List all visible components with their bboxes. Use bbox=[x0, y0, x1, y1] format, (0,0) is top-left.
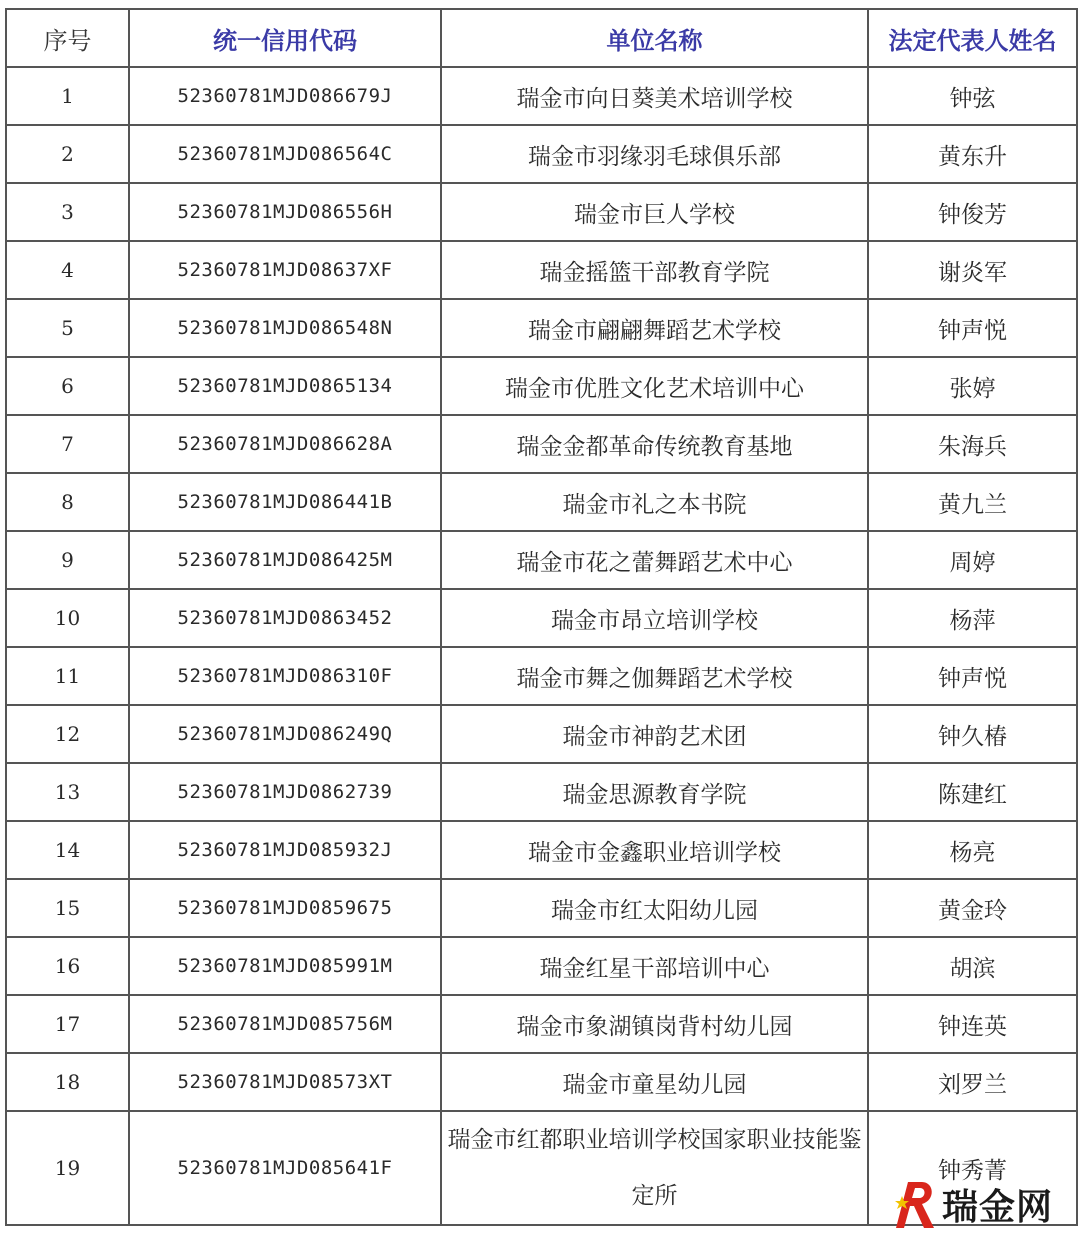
row-code: 52360781MJD086564C bbox=[129, 125, 441, 183]
table-row bbox=[6, 531, 1077, 589]
row-name: 瑞金市金鑫职业培训学校 bbox=[441, 821, 868, 879]
row-seq: 1 bbox=[6, 67, 129, 125]
row-seq: 13 bbox=[6, 763, 129, 821]
row-name: 瑞金金都革命传统教育基地 bbox=[441, 415, 868, 473]
row-name: 瑞金市优胜文化艺术培训中心 bbox=[441, 357, 868, 415]
row-seq: 5 bbox=[6, 299, 129, 357]
row-seq: 2 bbox=[6, 125, 129, 183]
row-seq: 7 bbox=[6, 415, 129, 473]
table-row bbox=[6, 183, 1077, 241]
row-name: 瑞金红星干部培训中心 bbox=[441, 937, 868, 995]
row-code: 52360781MJD086249Q bbox=[129, 705, 441, 763]
row-rep: 杨亮 bbox=[868, 821, 1077, 879]
organization-table bbox=[5, 8, 1078, 1226]
row-name: 瑞金市神韵艺术团 bbox=[441, 705, 868, 763]
row-name: 瑞金思源教育学院 bbox=[441, 763, 868, 821]
row-rep: 黄东升 bbox=[868, 125, 1077, 183]
row-name: 瑞金市红都职业培训学校国家职业技能鉴定所 bbox=[441, 1111, 868, 1225]
table-row bbox=[6, 1053, 1077, 1111]
table-row bbox=[6, 125, 1077, 183]
row-rep: 钟连英 bbox=[868, 995, 1077, 1053]
row-rep: 黄金玲 bbox=[868, 879, 1077, 937]
row-seq: 12 bbox=[6, 705, 129, 763]
row-rep: 张婷 bbox=[868, 357, 1077, 415]
row-rep: 周婷 bbox=[868, 531, 1077, 589]
watermark-text: 瑞金网 bbox=[942, 1186, 1054, 1228]
row-name: 瑞金市巨人学校 bbox=[441, 183, 868, 241]
row-seq: 17 bbox=[6, 995, 129, 1053]
row-code: 52360781MJD085932J bbox=[129, 821, 441, 879]
row-code: 52360781MJD085991M bbox=[129, 937, 441, 995]
row-rep: 钟声悦 bbox=[868, 647, 1077, 705]
row-code: 52360781MJD086548N bbox=[129, 299, 441, 357]
header-name: 单位名称 bbox=[441, 9, 868, 67]
row-code: 52360781MJD0862739 bbox=[129, 763, 441, 821]
table-body bbox=[6, 67, 1077, 1225]
row-name: 瑞金市礼之本书院 bbox=[441, 473, 868, 531]
row-seq: 14 bbox=[6, 821, 129, 879]
row-code: 52360781MJD086628A bbox=[129, 415, 441, 473]
row-code: 52360781MJD0859675 bbox=[129, 879, 441, 937]
row-name: 瑞金市向日葵美术培训学校 bbox=[441, 67, 868, 125]
row-rep: 钟俊芳 bbox=[868, 183, 1077, 241]
row-name: 瑞金市舞之伽舞蹈艺术学校 bbox=[441, 647, 868, 705]
row-name: 瑞金市童星幼儿园 bbox=[441, 1053, 868, 1111]
row-seq: 6 bbox=[6, 357, 129, 415]
table-row bbox=[6, 763, 1077, 821]
row-seq: 11 bbox=[6, 647, 129, 705]
table-row bbox=[6, 473, 1077, 531]
watermark bbox=[888, 1176, 1068, 1232]
row-seq: 19 bbox=[6, 1111, 129, 1225]
header-code: 统一信用代码 bbox=[129, 9, 441, 67]
row-code: 52360781MJD086441B bbox=[129, 473, 441, 531]
row-rep: 刘罗兰 bbox=[868, 1053, 1077, 1111]
row-rep: 钟秀菁 bbox=[868, 1111, 1077, 1225]
row-code: 52360781MJD085756M bbox=[129, 995, 441, 1053]
row-name: 瑞金市昂立培训学校 bbox=[441, 589, 868, 647]
row-code: 52360781MJD086310F bbox=[129, 647, 441, 705]
header-rep: 法定代表人姓名 bbox=[868, 9, 1077, 67]
header-row bbox=[6, 9, 1077, 67]
table-header bbox=[6, 9, 1077, 67]
row-seq: 8 bbox=[6, 473, 129, 531]
row-code: 52360781MJD08573XT bbox=[129, 1053, 441, 1111]
row-name: 瑞金市花之蕾舞蹈艺术中心 bbox=[441, 531, 868, 589]
row-seq: 4 bbox=[6, 241, 129, 299]
row-rep: 谢炎军 bbox=[868, 241, 1077, 299]
row-seq: 18 bbox=[6, 1053, 129, 1111]
ruijin-logo-icon bbox=[888, 1176, 940, 1232]
row-name: 瑞金市红太阳幼儿园 bbox=[441, 879, 868, 937]
row-rep: 杨萍 bbox=[868, 589, 1077, 647]
table-row bbox=[6, 415, 1077, 473]
row-code: 52360781MJD086679J bbox=[129, 67, 441, 125]
row-code: 52360781MJD086425M bbox=[129, 531, 441, 589]
row-rep: 钟声悦 bbox=[868, 299, 1077, 357]
row-code: 52360781MJD086556H bbox=[129, 183, 441, 241]
table-row bbox=[6, 879, 1077, 937]
row-seq: 16 bbox=[6, 937, 129, 995]
table-row bbox=[6, 241, 1077, 299]
table-row bbox=[6, 67, 1077, 125]
row-code: 52360781MJD0863452 bbox=[129, 589, 441, 647]
row-code: 52360781MJD0865134 bbox=[129, 357, 441, 415]
row-code: 52360781MJD08637XF bbox=[129, 241, 441, 299]
row-seq: 10 bbox=[6, 589, 129, 647]
row-rep: 朱海兵 bbox=[868, 415, 1077, 473]
row-seq: 15 bbox=[6, 879, 129, 937]
row-rep: 胡滨 bbox=[868, 937, 1077, 995]
row-code: 52360781MJD085641F bbox=[129, 1111, 441, 1225]
row-rep: 陈建红 bbox=[868, 763, 1077, 821]
table-row bbox=[6, 705, 1077, 763]
row-name: 瑞金市翩翩舞蹈艺术学校 bbox=[441, 299, 868, 357]
table-row bbox=[6, 821, 1077, 879]
row-rep: 钟弦 bbox=[868, 67, 1077, 125]
table-row bbox=[6, 589, 1077, 647]
table-row bbox=[6, 937, 1077, 995]
row-name: 瑞金摇篮干部教育学院 bbox=[441, 241, 868, 299]
row-rep: 黄九兰 bbox=[868, 473, 1077, 531]
header-seq: 序号 bbox=[6, 9, 129, 67]
row-name: 瑞金市象湖镇岗背村幼儿园 bbox=[441, 995, 868, 1053]
table-row bbox=[6, 357, 1077, 415]
table-row bbox=[6, 647, 1077, 705]
row-rep: 钟久椿 bbox=[868, 705, 1077, 763]
row-name: 瑞金市羽缘羽毛球俱乐部 bbox=[441, 125, 868, 183]
row-seq: 3 bbox=[6, 183, 129, 241]
table-row bbox=[6, 995, 1077, 1053]
table-row bbox=[6, 299, 1077, 357]
row-seq: 9 bbox=[6, 531, 129, 589]
